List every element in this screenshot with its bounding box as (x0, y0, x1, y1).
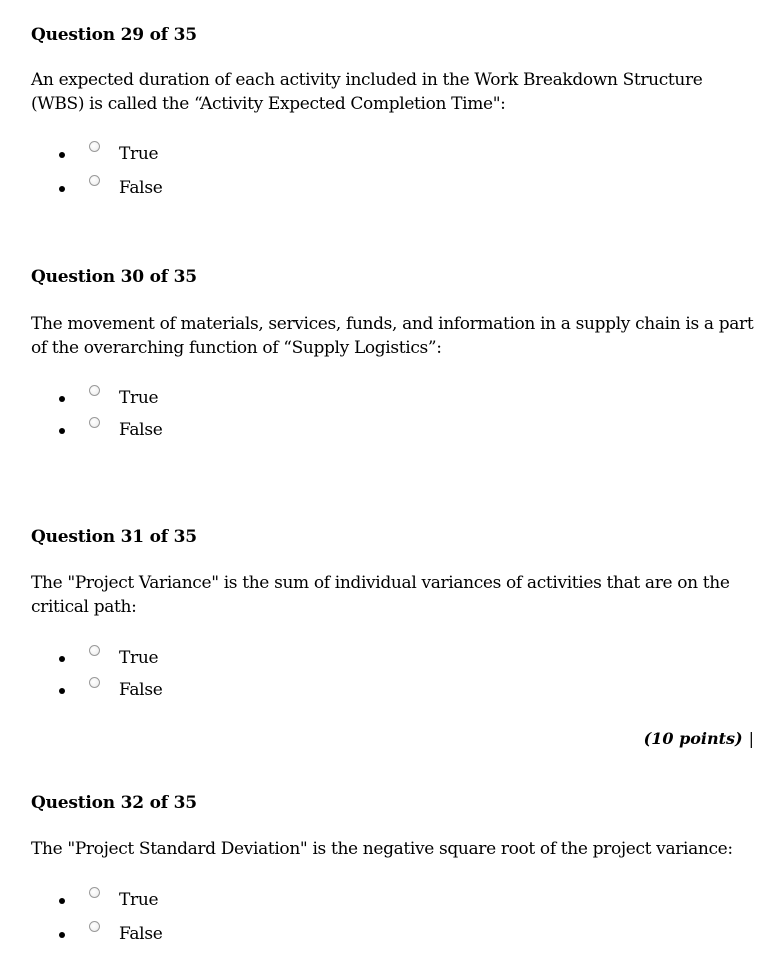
bullet-icon (59, 932, 65, 938)
question-prompt: An expected duration of each activity included in the Work Breakdown Structure (WBS) is called the “Activity Expected Completion Time": (31, 70, 703, 114)
radio-button-false[interactable] (89, 677, 100, 688)
option-label: False (119, 178, 163, 198)
question-31 (31, 527, 759, 700)
question-29 (31, 25, 759, 198)
question-prompt: The "Project Variance" is the sum of individual variances of activities that are on the critical path: (31, 573, 730, 617)
points-value (644, 729, 754, 749)
option-label: True (119, 890, 159, 910)
question-prompt: The "Project Standard Deviation" is the negative square root of the project variance: (31, 839, 733, 859)
option-false[interactable] (31, 175, 231, 199)
option-true[interactable] (31, 385, 231, 409)
question-prompt: The movement of materials, services, funds, and information in a supply chain is a part of the overarching function of “Supply Logistics”: (31, 314, 754, 358)
question-heading: Question 30 of 35 (31, 267, 197, 287)
points-label: (10 points) (643, 729, 743, 748)
option-false[interactable] (31, 417, 231, 441)
option-true[interactable] (31, 645, 231, 669)
bullet-icon (59, 396, 65, 402)
radio-button-true[interactable] (89, 141, 100, 152)
option-true[interactable] (31, 141, 231, 165)
option-label: True (119, 388, 159, 408)
bullet-icon (59, 898, 65, 904)
question-heading: Question 31 of 35 (31, 527, 197, 547)
radio-button-true[interactable] (89, 385, 100, 396)
question-heading: Question 29 of 35 (31, 25, 197, 45)
radio-button-false[interactable] (89, 921, 100, 932)
option-label: False (119, 680, 163, 700)
radio-button-false[interactable] (89, 417, 100, 428)
bullet-icon (59, 428, 65, 434)
radio-button-true[interactable] (89, 887, 100, 898)
bullet-icon (59, 186, 65, 192)
radio-button-true[interactable] (89, 645, 100, 656)
option-true[interactable] (31, 887, 231, 911)
option-false[interactable] (31, 677, 231, 701)
bullet-icon (59, 656, 65, 662)
option-label: False (119, 420, 163, 440)
option-label: False (119, 924, 163, 944)
radio-button-false[interactable] (89, 175, 100, 186)
bullet-icon (59, 152, 65, 158)
question-30 (31, 267, 759, 440)
option-label: True (119, 144, 159, 164)
option-label: True (119, 648, 159, 668)
question-32 (31, 793, 759, 944)
question-heading: Question 32 of 35 (31, 793, 197, 813)
option-false[interactable] (31, 921, 231, 945)
bullet-icon (59, 688, 65, 694)
points-separator: | (748, 729, 754, 748)
